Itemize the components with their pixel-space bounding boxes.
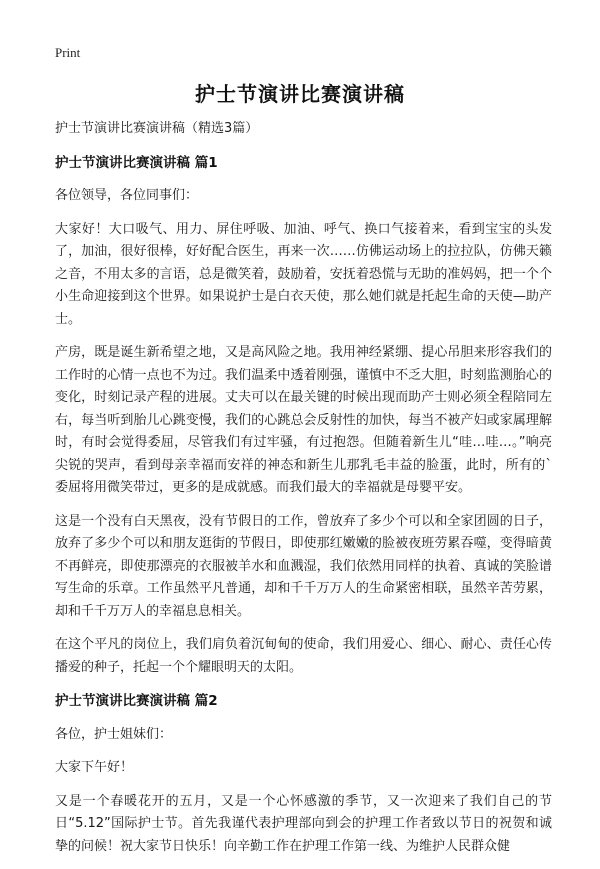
paragraph: 这是一个没有白天黑夜，没有节假日的工作，曾放弃了多少个可以和全家团圆的日子，放弃了多少个可以和朋友逛街的节假日，即使那红嫩嫩的脸被夜班劳累吞噬，变得暗黄不再鲜亮，即使那漂亮的衣服被羊水和血溅湿，我们依然用同样的执着、真诚的笑脸谱写生命的乐章。工作虽然平凡普通，却和千千万万人的生命紧密相联，虽然辛苦劳累，却和千千万万人的幸福息息相关。 [55, 513, 552, 619]
document-subtitle: 护士节演讲比赛演讲稿（精选3篇） [55, 121, 259, 136]
section-greeting-2: 各位，护士姐妹们： [55, 726, 173, 742]
paragraph: 大家下午好！ [55, 760, 134, 775]
section-heading-1: 护士节演讲比赛演讲稿 篇1 [55, 154, 218, 171]
paragraph: 又是一个春暖花开的五月，又是一个心怀感激的季节，又一次迎来了我们自己的节日“5.12”国际护士节。首先我谨代表护理部向到会的护理工作者致以节日的祝贺和诚挚的问候！祝大家节日快乐！向辛勤工作在护理工作第一线、为维护人民群众健 [55, 793, 552, 854]
paragraph: 产房，既是诞生新希望之地，又是高风险之地。我用神经紧绷、提心吊胆来形容我们的工作时的心情一点也不为过。我们温柔中透着刚强，谨慎中不乏大胆，时刻监测胎心的变化，时刻记录产程的进展。丈夫可以在最关键的时候出现而助产士则必须全程陪同左右，每当听到胎儿心跳变慢，我们的心跳总会反射性的加快，每当不被产妇或家属理解时，有时会觉得委屈，尽管我们有过牢骚，有过抱怨。但随着新生儿“哇…哇…。”响亮尖锐的哭声，看到母亲幸福而安祥的神态和新生儿那乳毛丰益的脸蛋，此时，所有的`委屈将用微笑带过，更多的是成就感。而我们最大的幸福就是母婴平安。 [55, 345, 552, 495]
paragraph: 在这个平凡的岗位上，我们肩负着沉甸甸的使命，我们用爱心、细心、耐心、责任心传播爱的种子，托起一个个耀眼明天的太阳。 [55, 637, 552, 675]
section-heading-2: 护士节演讲比赛演讲稿 篇2 [55, 693, 218, 709]
section-greeting-1: 各位领导，各位同事们： [55, 188, 199, 203]
paragraph: 大家好！大口吸气、用力、屏住呼吸、加油、呼气、换口气接着来，看到宝宝的头发了，加油，很好很棒，好好配合医生，再来一次……仿佛运动场上的拉拉队，仿佛天籁之音，不用太多的言语，总是微笑着，鼓励着，安抚着恐慌与无助的准妈妈，把一个个小生命迎接到这个世界。如果说护士是白衣天使，那么她们就是托起生命的天使—助产士。 [55, 221, 552, 327]
page-title: 护士节演讲比赛演讲稿 [195, 82, 405, 106]
document-body [55, 118, 552, 869]
print-link[interactable]: Print [55, 45, 81, 60]
